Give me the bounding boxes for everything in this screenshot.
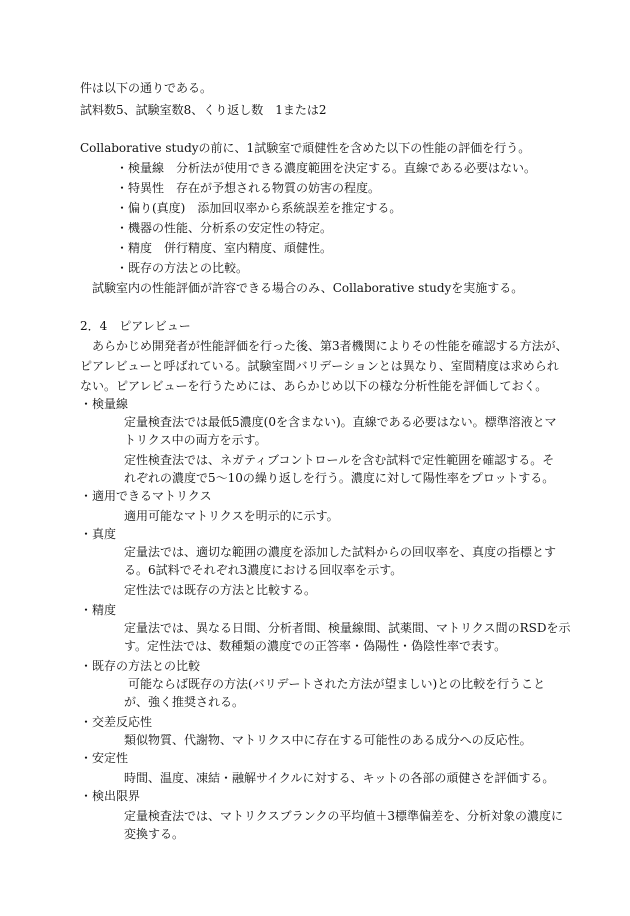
- item-text: 定量法では、適切な範囲の濃度を添加した試料からの回収率を、真度の指標とす: [124, 545, 557, 559]
- item-text: 可能ならば既存の方法(バリデートされた方法が望ましい)との比較を行うこと: [128, 677, 546, 691]
- item-text: 適用可能なマトリクスを明示的に示す。: [124, 509, 339, 523]
- item-text: 変換する。: [124, 827, 185, 841]
- item-label: ・既存の方法との比較: [80, 659, 201, 673]
- collab-lead: Collaborative studyの前に、1試験室で頑健性を含めた以下の性能の評価を行う。: [80, 141, 531, 155]
- section-paragraph-line: ピアレビューと呼ばれている。試験室間バリデーションとは異なり、室間精度は求められ: [80, 359, 559, 373]
- item-text: 定量法では、異なる日間、分析者間、検量線間、試薬間、マトリクス間のRSDを示: [124, 621, 571, 635]
- collab-bullet: ・既存の方法との比較。: [116, 261, 249, 275]
- collab-bullet: ・精度 併行精度、室内精度、頑健性。: [116, 241, 333, 255]
- section-heading: 2．4 ピアレビュー: [80, 319, 191, 333]
- section-paragraph-line: あらかじめ開発者が性能評価を行った後、第3者機関によりその性能を確認する方法が、: [92, 339, 568, 353]
- item-text: す。定性法では、数種類の濃度での正答率・偽陽性・偽陰性率で表す。: [124, 639, 507, 653]
- collab-bullet: ・機器の性能、分析系の安定性の特定。: [116, 221, 333, 235]
- item-text: る。6試料でそれぞれ3濃度における回収率を示す。: [124, 563, 403, 577]
- item-text: が、強く推奨される。: [124, 695, 245, 709]
- item-label: ・真度: [80, 527, 117, 541]
- collab-bullet: ・偏り(真度) 添加回収率から系統誤差を推定する。: [116, 201, 402, 215]
- item-label: ・精度: [80, 603, 117, 617]
- section-paragraph-line: ない。ピアレビューを行うためには、あらかじめ以下の様な分析性能を評価しておく。: [80, 379, 548, 393]
- item-text: 定性検査法では、ネガティブコントロールを含む試料で定性範囲を確認する。そ: [124, 453, 555, 467]
- collab-bullet: ・特異性 存在が予想される物質の妨害の程度。: [116, 181, 381, 195]
- item-text: れぞれの濃度で5〜10の繰り返しを行う。濃度に対して陽性率をプロットする。: [124, 471, 555, 485]
- item-text: 類似物質、代謝物、マトリクス中に存在する可能性のある成分への反応性。: [124, 733, 532, 747]
- item-text: 定量検査法では、マトリクスブランクの平均値＋3標準偏差を、分析対象の濃度に: [124, 809, 564, 823]
- item-text: 定性法では既存の方法と比較する。: [124, 583, 317, 597]
- item-text: 定量検査法では最低5濃度(0を含まない)。直線である必要はない。標準溶液とマ: [124, 415, 557, 429]
- item-label: ・安定性: [80, 751, 129, 765]
- collab-closing: 試験室内の性能評価が許容できる場合のみ、Collaborative studyを実施する。: [92, 281, 524, 295]
- item-label: ・検量線: [80, 397, 129, 411]
- item-label: ・交差反応性: [80, 715, 153, 729]
- item-text: トリクス中の両方を示す。: [124, 433, 267, 447]
- item-label: ・検出限界: [80, 789, 141, 803]
- collab-bullet: ・検量線 分析法が使用できる濃度範囲を決定する。直線である必要はない。: [116, 161, 537, 175]
- item-label: ・適用できるマトリクス: [80, 489, 212, 503]
- intro-line-2: 試料数5、試験室数8、くり返し数 1または2: [80, 103, 327, 117]
- item-text: 時間、温度、凍結・融解サイクルに対する、キットの各部の頑健さを評価する。: [124, 771, 555, 785]
- intro-line-1: 件は以下の通りである。: [80, 81, 213, 95]
